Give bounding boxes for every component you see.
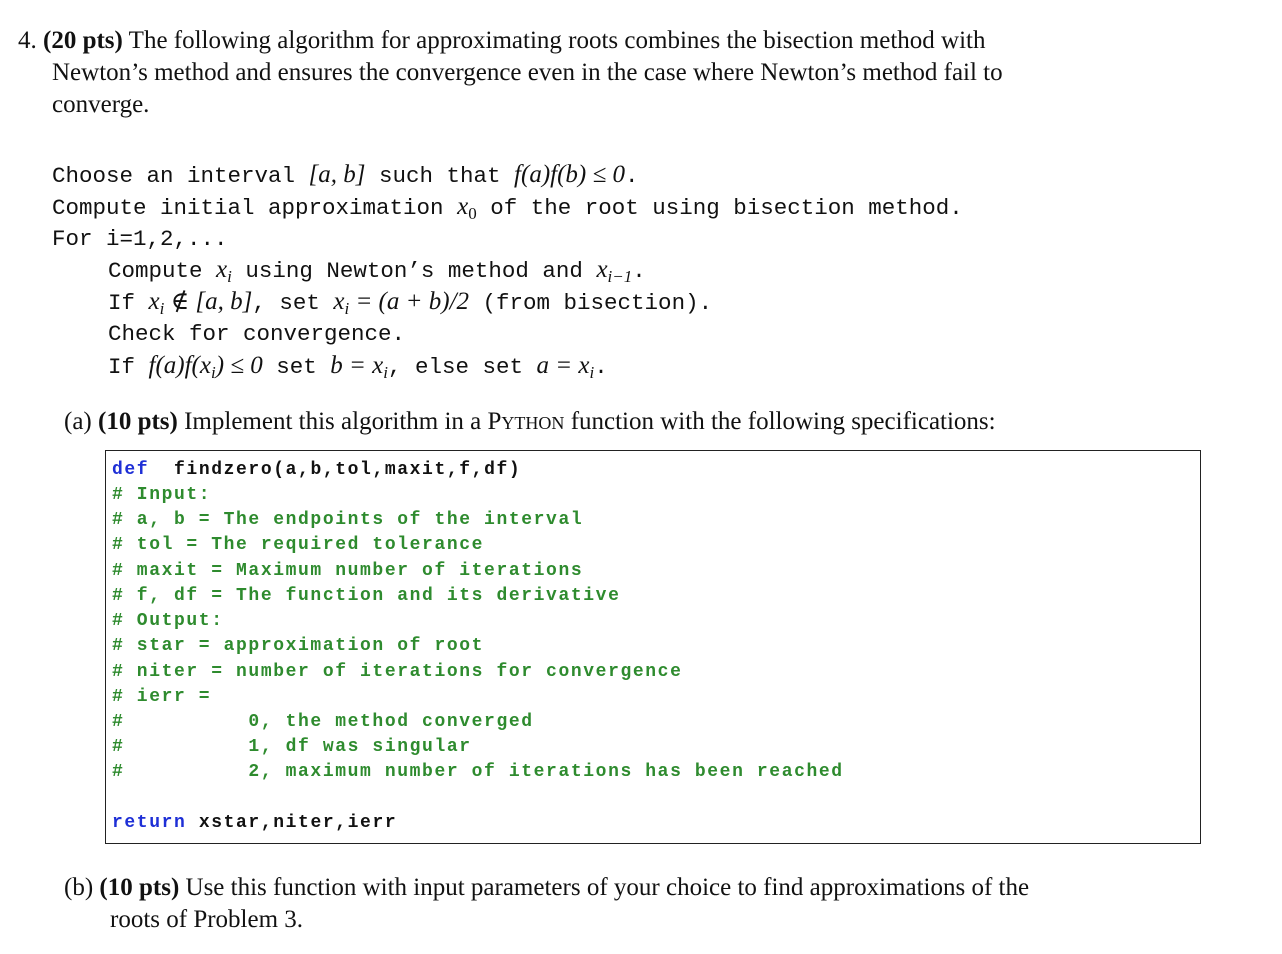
code-comment-line: # 2, maximum number of iterations has been reached bbox=[112, 762, 844, 782]
code-comment-line: # Output: bbox=[112, 611, 224, 631]
part-a-points: (10 pts) bbox=[98, 408, 178, 435]
algorithm-line-4: Compute $x_i$ using Newton’s method and $x_{i-1}$. bbox=[108, 256, 646, 286]
code-comment-line: # Input: bbox=[112, 485, 212, 505]
algorithm-line-5: If $x_i$ ∉ [a, b], set $x_i = (a + b)/2$ (from bisection). bbox=[108, 288, 713, 318]
part-a-label: (a) bbox=[64, 408, 92, 435]
algorithm-line-7: If $f(a)f(x_i) \le 0$ set $b = x_i$, else set $a = x_i$. bbox=[108, 352, 608, 382]
python-word: Python bbox=[487, 408, 565, 435]
code-comment-line: # niter = number of iterations for convergence bbox=[112, 662, 683, 682]
code-def-line: def findzero(a,b,tol,maxit,f,df) bbox=[112, 460, 522, 480]
code-comment-line: # maxit = Maximum number of iterations bbox=[112, 561, 584, 581]
code-return-line: return xstar,niter,ierr bbox=[112, 813, 398, 833]
part-a-heading: (a) (10 pts) Implement this algorithm in a Python function with the following specifications: bbox=[64, 408, 996, 435]
algorithm-line-1: Choose an interval [a, b] such that f(a)f(b) ≤ 0. bbox=[52, 161, 639, 189]
code-comment-line: # f, df = The function and its derivative bbox=[112, 586, 621, 606]
part-b-points: (10 pts) bbox=[99, 874, 180, 901]
problem-points: (20 pts) bbox=[43, 27, 123, 54]
code-comment-line: # 0, the method converged bbox=[112, 712, 534, 732]
problem-statement bbox=[18, 25, 985, 57]
problem-intro-line2: Newton’s method and ensures the convergence even in the case where Newton’s method fail to bbox=[52, 59, 1003, 86]
part-b-label: (b) bbox=[64, 874, 94, 901]
algorithm-line-3: For i=1,2,... bbox=[52, 226, 228, 252]
code-comment-line: # ierr = bbox=[112, 687, 212, 707]
algorithm-line-6: Check for convergence. bbox=[108, 321, 406, 347]
part-b-line2: roots of Problem 3. bbox=[110, 906, 304, 933]
part-b-heading: (b) (10 pts) Use this function with input parameters of your choice to find approximations of the bbox=[64, 874, 1030, 901]
code-comment-line: # tol = The required tolerance bbox=[112, 535, 485, 555]
code-comment-line: # a, b = The endpoints of the interval bbox=[112, 510, 584, 530]
problem-intro-line1: The following algorithm for approximating roots combines the bisection method with bbox=[128, 27, 986, 54]
code-comment-line: # 1, df was singular bbox=[112, 737, 472, 757]
problem-number: 4. bbox=[18, 27, 37, 54]
algorithm-line-2: Compute initial approximation $x_0$ of the root using bisection method. bbox=[52, 193, 963, 223]
problem-intro-line3: converge. bbox=[52, 91, 150, 118]
code-comment-line: # star = approximation of root bbox=[112, 636, 485, 656]
